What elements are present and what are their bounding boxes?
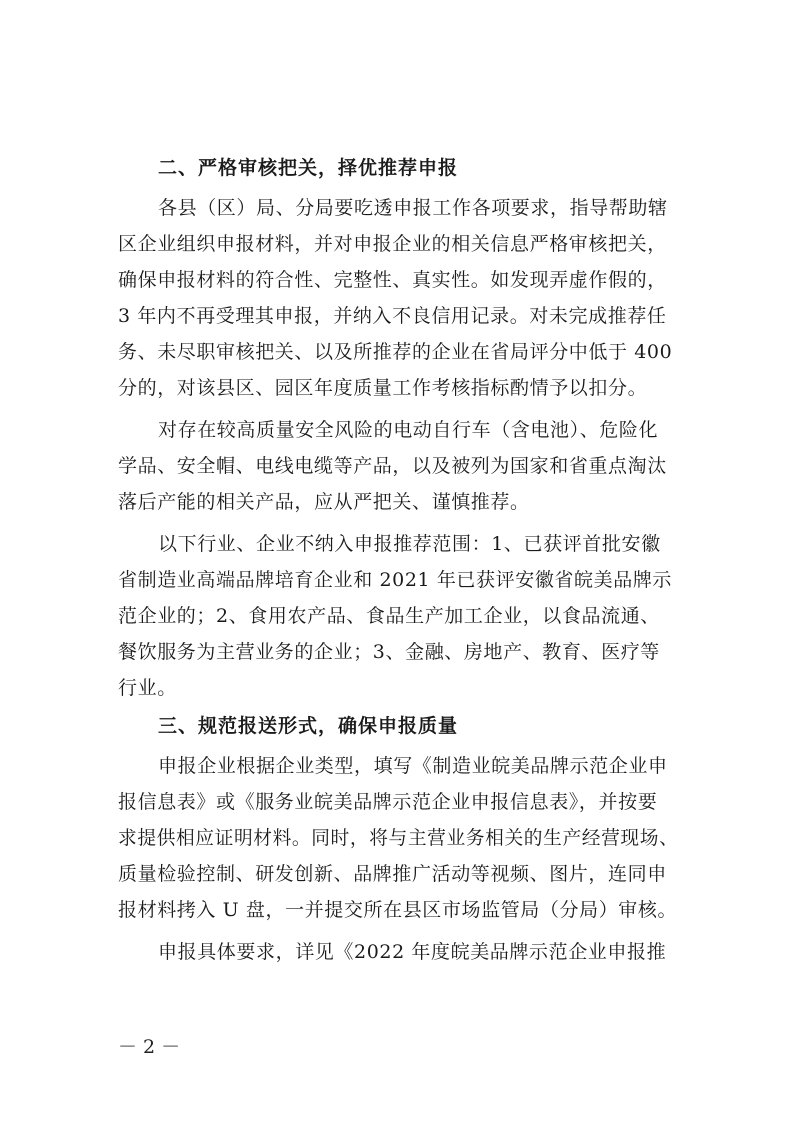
paragraph-line: 申报企业根据企业类型，填写《制造业皖美品牌示范企业申 xyxy=(158,755,668,777)
paragraph-line: 餐饮服务为主营业务的企业；3、金融、房地产、教育、医疗等 xyxy=(118,641,660,663)
paragraph-line: 3 年内不再受理其申报，并纳入不良信用记录。对未完成推荐任 xyxy=(118,305,667,327)
paragraph-line: 报信息表》或《服务业皖美品牌示范企业申报信息表》，并按要 xyxy=(118,791,658,813)
section-2-heading: 二、严格审核把关，择优推荐申报 xyxy=(158,157,459,179)
paragraph-line: 分的，对该县区、园区年度质量工作考核指标酌情予以扣分。 xyxy=(118,377,648,399)
paragraph-line: 落后产能的相关产品，应从严把关、谨慎推荐。 xyxy=(118,491,530,513)
paragraph-line: 报材料拷入 U 盘，一并提交所在县区市场监管局（分局）审核。 xyxy=(118,899,678,921)
paragraph-line: 省制造业高端品牌培育企业和 2021 年已获评安徽省皖美品牌示 xyxy=(118,569,673,591)
paragraph-line: 申报具体要求，详见《2022 年度皖美品牌示范企业申报推 xyxy=(158,941,667,963)
paragraph-line: 求提供相应证明材料。同时，将与主营业务相关的生产经营现场、 xyxy=(118,827,679,849)
paragraph-line: 范企业的；2、食用农产品、食品生产加工企业，以食品流通、 xyxy=(118,605,660,627)
paragraph-line: 务、未尽职审核把关、以及所推荐的企业在省局评分中低于 400 xyxy=(118,341,673,363)
paragraph-line: 行业。 xyxy=(118,677,177,699)
paragraph-line: 各县（区）局、分局要吃透申报工作各项要求，指导帮助辖 xyxy=(158,197,668,219)
paragraph-line: 学品、安全帽、电线电缆等产品，以及被列为国家和省重点淘汰 xyxy=(118,455,667,477)
section-3-heading: 三、规范报送形式，确保申报质量 xyxy=(158,715,459,737)
paragraph-line: 以下行业、企业不纳入申报推荐范围：1、已获评首批安徽 xyxy=(158,533,661,555)
paragraph-line: 对存在较高质量安全风险的电动自行车（含电池）、危险化 xyxy=(158,419,659,441)
paragraph-line: 质量检验控制、研发创新、品牌推广活动等视频、图片，连同申 xyxy=(118,863,667,885)
page-number: － 2 － xyxy=(118,1036,181,1058)
paragraph-line: 确保申报材料的符合性、完整性、真实性。如发现弄虚作假的， xyxy=(118,269,667,291)
paragraph-line: 区企业组织申报材料，并对申报企业的相关信息严格审核把关， xyxy=(118,233,667,255)
